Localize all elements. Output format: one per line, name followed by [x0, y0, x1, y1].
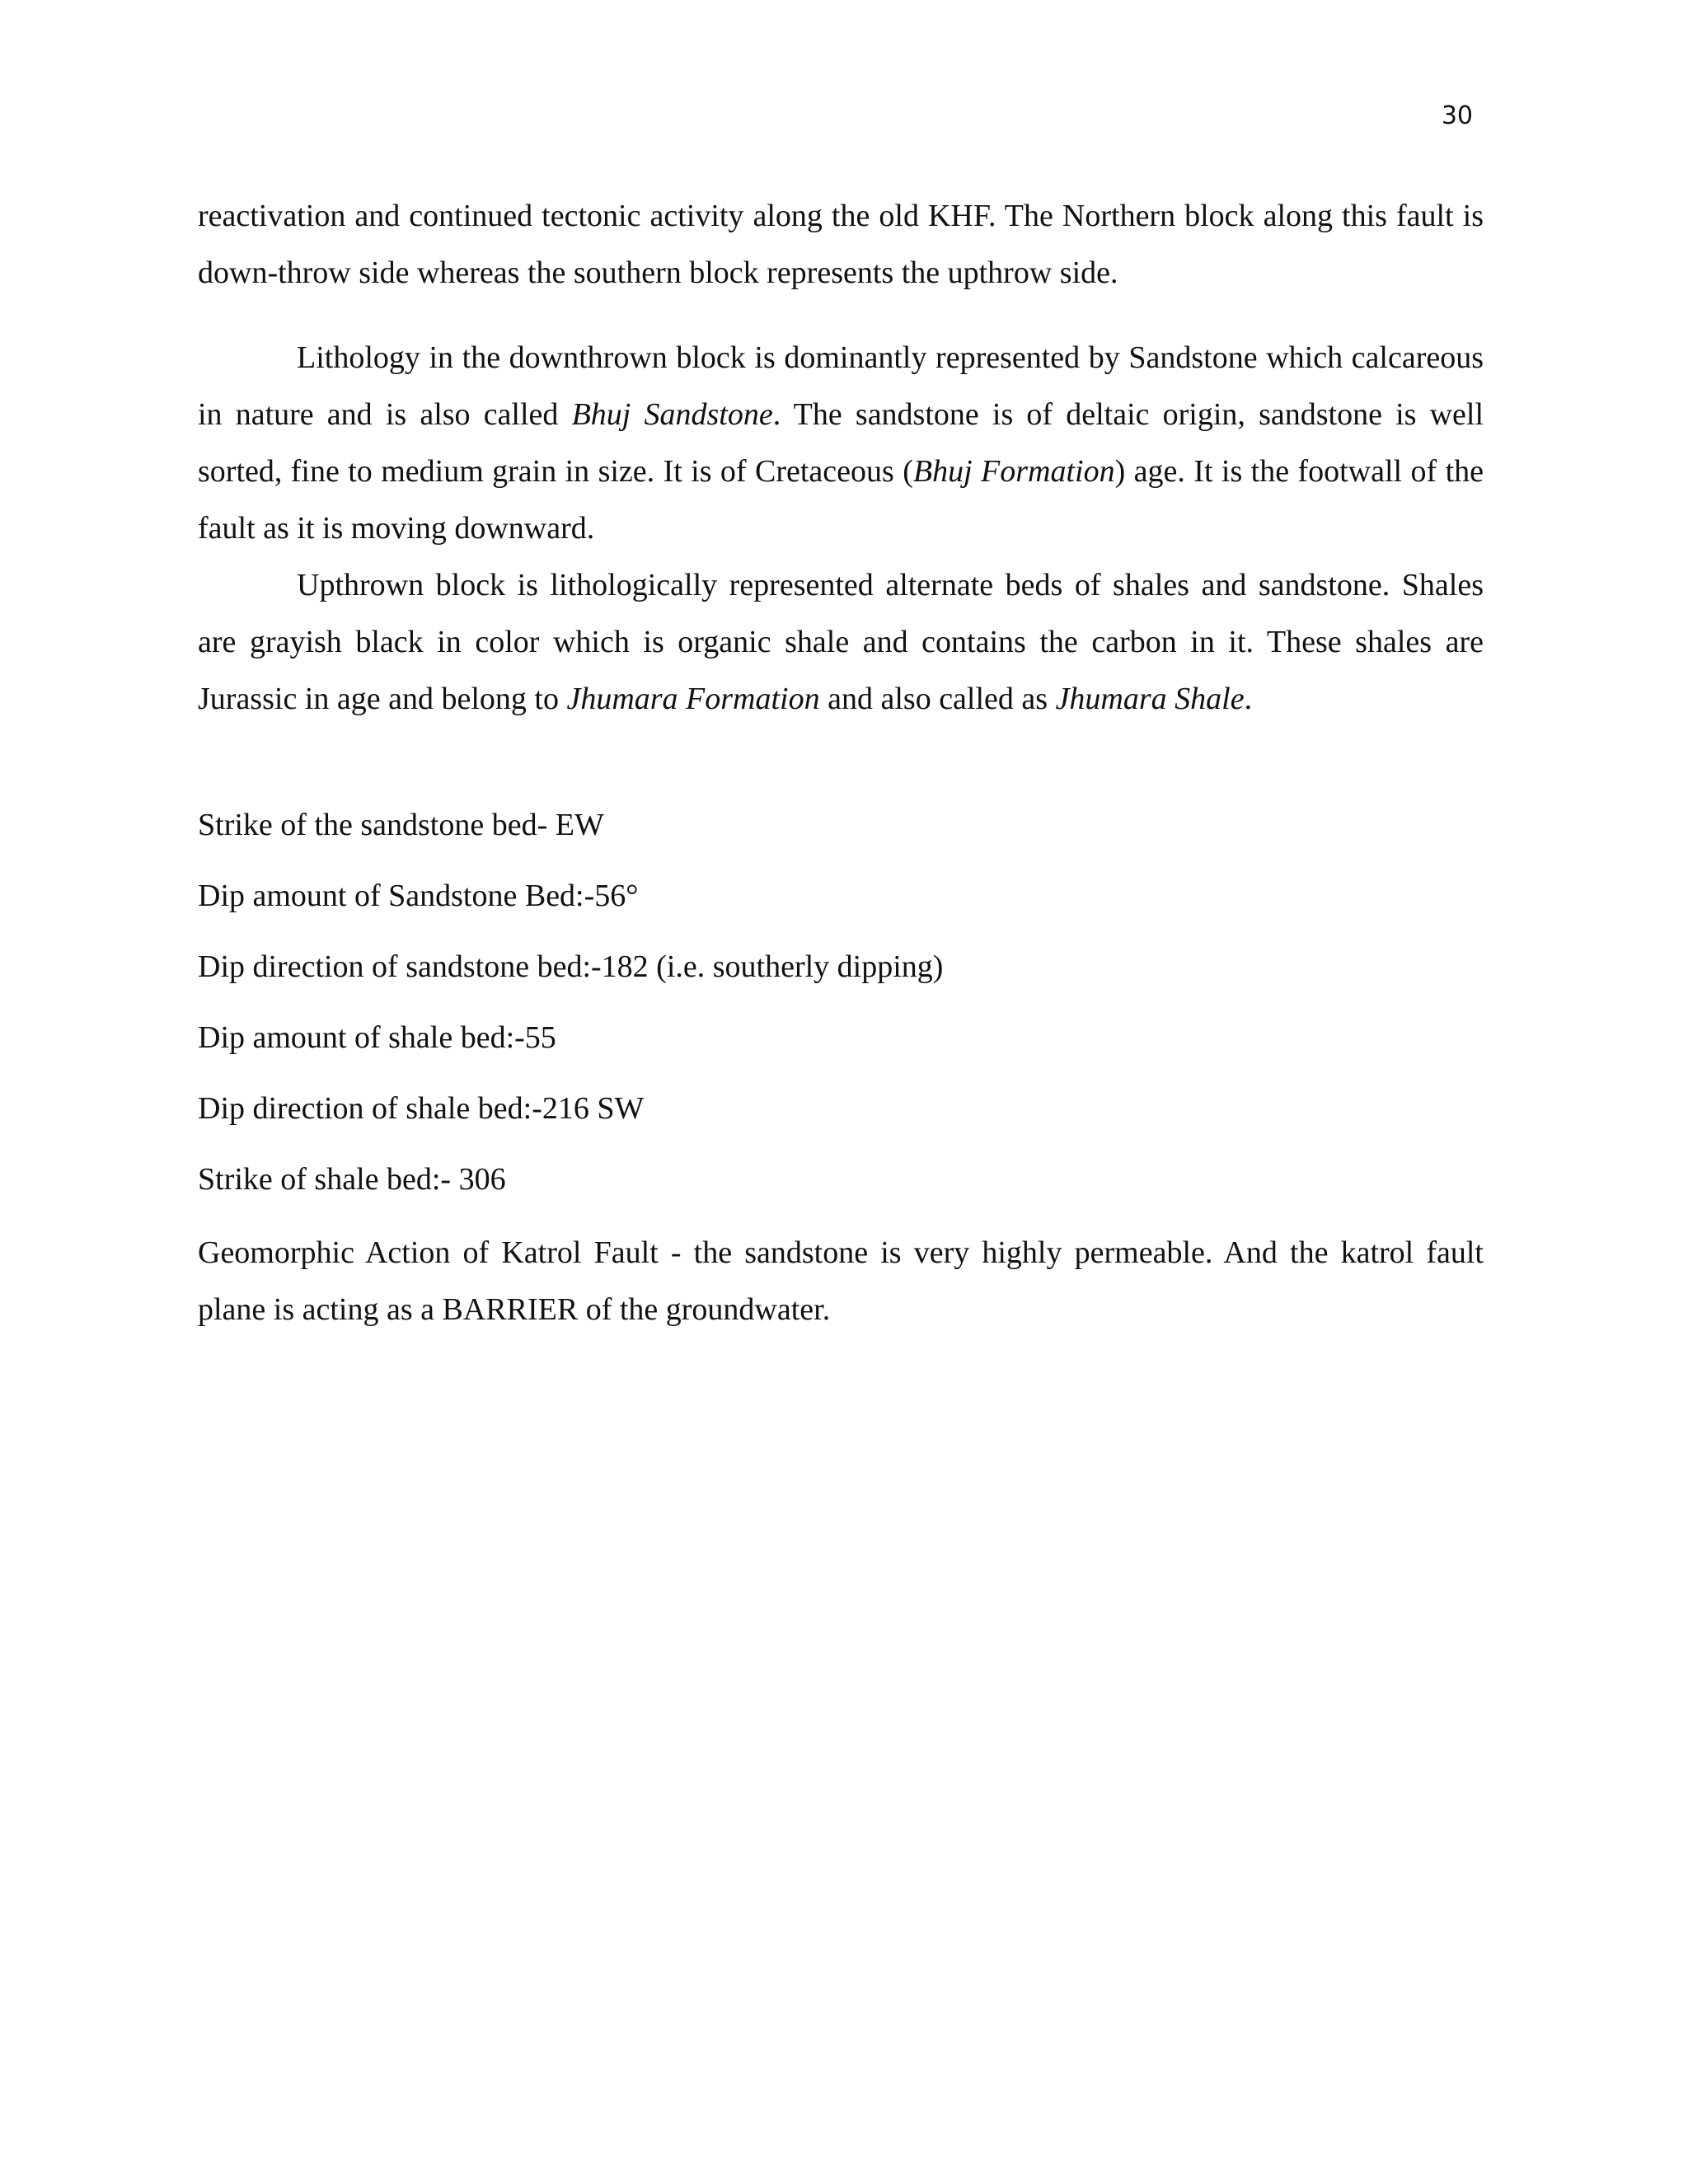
paragraph-text-segment: ) age. It is the footwall of the fault as it is moving downward.: [198, 454, 1484, 546]
measurement-item: Dip direction of sandstone bed:-182 (i.e. southerly dipping): [198, 949, 944, 984]
measurement-list: [198, 797, 1484, 1222]
paragraph-text-segment: and also called as: [819, 682, 1056, 716]
paragraph-geomorphic-action: Geomorphic Action of Katrol Fault - the sandstone is very highly permeable. And the katrol fault plane is acting as a BARRIER of the groundwater.: [198, 1235, 1484, 1327]
paragraph-text-segment: Upthrown block is lithologically represented alternate beds of shales and sandstone. Shales are grayish black in color which is organic shale and contains the carbon in it. These shales are Jurassic in age and belong to: [198, 568, 1484, 716]
paragraph-upthrown-lithology: [198, 557, 1484, 728]
paragraph-downthrown-lithology: [198, 330, 1484, 557]
paragraph-text-segment: .: [1244, 682, 1253, 716]
measurement-item: Dip amount of shale bed:-55: [198, 1020, 556, 1055]
italic-term-jhumara-formation: Jhumara Formation: [566, 682, 820, 716]
italic-term-jhumara-shale: Jhumara Shale: [1055, 682, 1245, 716]
measurement-item: Strike of the sandstone bed- EW: [198, 808, 604, 842]
italic-term-bhuj-formation: Bhuj Formation: [912, 454, 1115, 489]
paragraph-tectonic-activity: [198, 188, 1484, 302]
italic-term-bhuj-sandstone: Bhuj Sandstone: [571, 397, 773, 432]
measurement-item: Dip direction of shale bed:-216 SW: [198, 1091, 645, 1126]
measurement-item: Strike of shale bed:- 306: [198, 1162, 506, 1197]
measurement-item: Dip amount of Sandstone Bed:-56°: [198, 879, 639, 913]
paragraph-text: reactivation and continued tectonic activity along the old KHF. The Northern block along this fault is down-throw side whereas the southern block represents the upthrow side.: [198, 199, 1484, 290]
paragraph-text-segment: . The sandstone is of deltaic origin, sandstone is well sorted, fine to medium grain in size. It is of Cretaceous (: [198, 397, 1484, 489]
page-number: 30: [1441, 101, 1473, 130]
paragraph-text-segment: Lithology in the downthrown block is dominantly represented by Sandstone which calcareous in nature and is also called: [198, 340, 1484, 432]
